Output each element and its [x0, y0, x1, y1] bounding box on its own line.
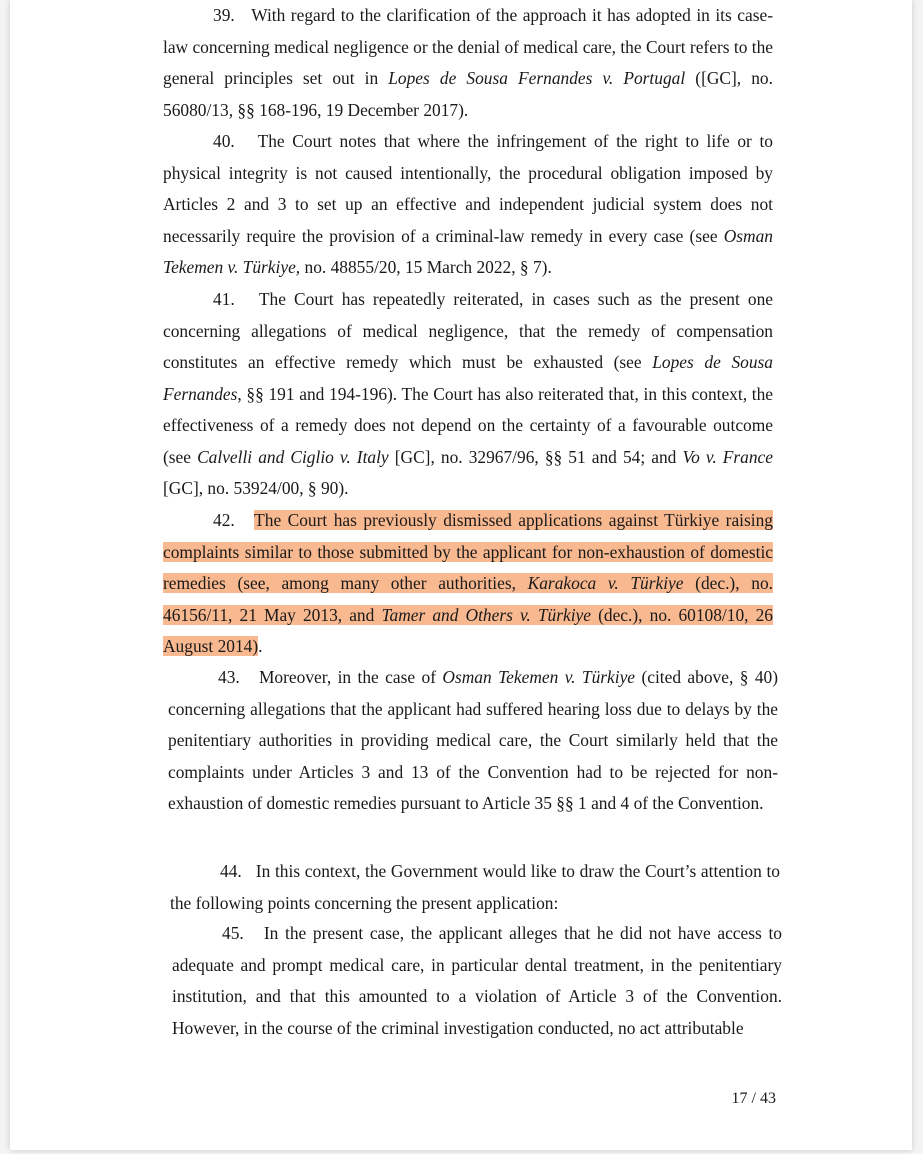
paragraph-number: 40.	[213, 131, 258, 151]
paragraph-number: 45.	[222, 923, 264, 943]
case-citation-italic: Karakoca v. Türkiye	[527, 573, 684, 593]
paragraph-text: In the present case, the applicant alleges that he did not have access to adequate and prompt medical care, in particular dental treatment, in the penitentiary institution, and that this amounted to a violation of Article 3 of the Convention. However, in the course of the criminal investigation conducted, no act attributable	[172, 923, 782, 1038]
paragraph-text: Moreover, in the case of	[258, 667, 443, 687]
paragraph-number: 39.	[213, 5, 252, 25]
case-citation-italic: Osman Tekemen v. Türkiye,	[163, 225, 773, 277]
paragraph-text: (dec.), no. 46156/11, 21 May 2013, and	[163, 573, 773, 625]
paragraph-44	[170, 856, 780, 919]
paragraph-text: (dec.), no. 60108/10, 26 August 2014)	[163, 604, 774, 656]
paragraph-40	[163, 126, 773, 284]
paragraph-number: 44.	[220, 861, 256, 881]
page-number: 17 / 43	[731, 1090, 776, 1107]
paragraph-text: The Court has repeatedly reiterated, in cases such as the present one concerning allegations of medical negligence, that the remedy of compensation constitutes an effective remedy which must be exhausted (see	[163, 289, 773, 372]
case-citation-italic: Lopes de Sousa Fernandes v. Portugal	[388, 68, 686, 88]
paragraph-text: .	[258, 636, 263, 656]
paragraph-number: 43.	[218, 667, 259, 687]
case-citation-italic: Tamer and Others v. Türkiye	[381, 604, 591, 625]
paragraph-number: 41.	[213, 289, 259, 309]
case-citation-italic: Vo v. France	[682, 446, 773, 467]
paragraph-text: In this context, the Government would like to draw the Court’s attention to the following points concerning the present application:	[170, 861, 780, 913]
paragraph-text: no. 48855/20, 15 March 2022, § 7).	[300, 257, 552, 277]
paragraph-39	[163, 0, 773, 126]
paragraph-number: 42.	[213, 510, 255, 530]
case-citation-italic: Calvelli and Ciglio v. Italy	[197, 446, 389, 467]
paragraph-text: , §§ 191 and 194-196). The Court has also reiterated that, in this context, the effectiveness of a remedy does not depend on the certainty of a favourable outcome (see	[163, 383, 773, 467]
paragraph-43	[168, 662, 778, 820]
paragraph-text: ([GC], no. 56080/13, §§ 168-196, 19 December 2017).	[163, 68, 773, 120]
paragraph-text: [GC], no. 53924/00, § 90).	[163, 478, 349, 498]
document-page	[10, 0, 912, 1150]
paragraph-42	[163, 505, 773, 663]
paragraph-text: The Court has previously dismissed applications against Türkiye raising complaints similar to those submitted by the applicant for non-exhaustion of domestic remedies (see, among many other authorities,	[163, 510, 774, 593]
paragraph-text: The Court notes that where the infringement of the right to life or to physical integrity is not caused intentionally, the procedural obligation imposed by Articles 2 and 3 to set up an effective and independent judicial system does not necessarily require the provision of a criminal-law remedy in every case (see	[163, 131, 773, 246]
case-citation-italic: Lopes de Sousa Fernandes	[163, 352, 773, 404]
case-citation-italic: Osman Tekemen v. Türkiye	[442, 667, 636, 687]
paragraph-45	[172, 918, 782, 1044]
paragraph-text: (cited above, § 40) concerning allegations that the applicant had suffered hearing loss due to delays by the penitentiary authorities in providing medical care, the Court similarly held that the complaints under Articles 3 and 13 of the Convention had to be rejected for non-exhaustion of domestic remedies pursuant to Article 35 §§ 1 and 4 of the Convention.	[168, 667, 778, 813]
paragraph-text: With regard to the clarification of the approach it has adopted in its case-law concerning medical negligence or the denial of medical care, the Court refers to the general principles set out in	[163, 5, 773, 88]
paragraph-41	[163, 284, 773, 505]
paragraph-text: [GC], no. 32967/96, §§ 51 and 54; and	[388, 446, 683, 467]
